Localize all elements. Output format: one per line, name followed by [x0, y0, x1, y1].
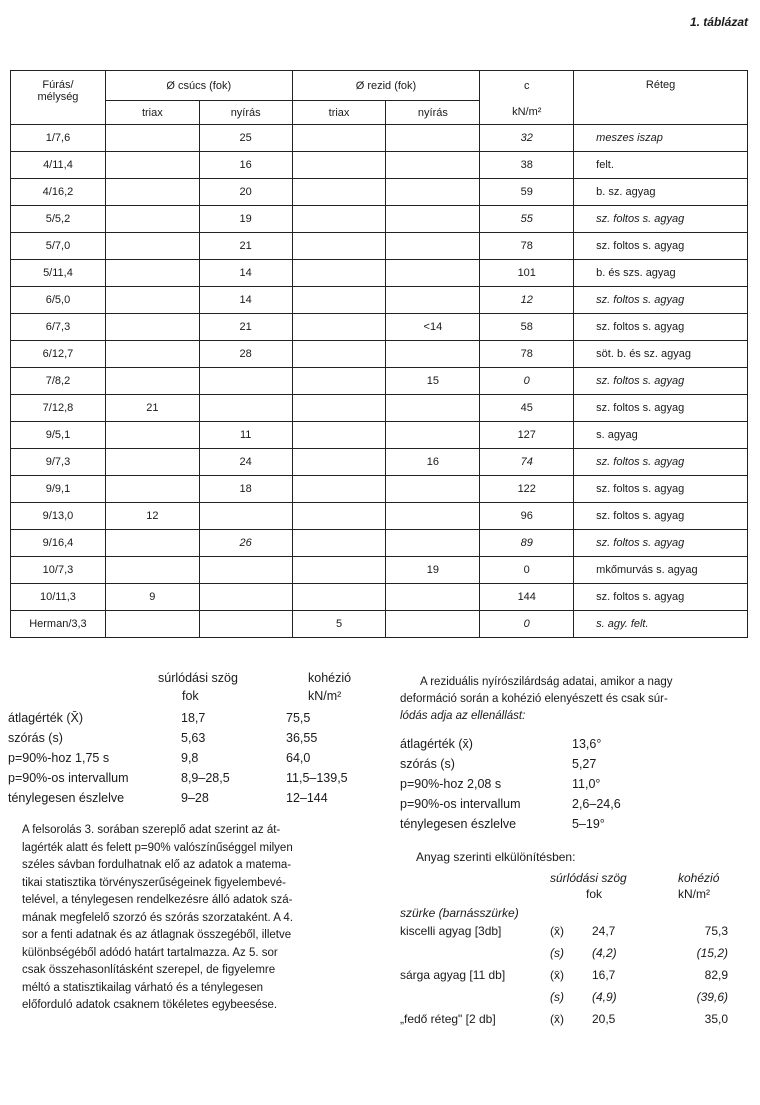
stats-value: 11,0° — [572, 777, 601, 791]
table-row — [11, 125, 748, 152]
header-csucs-triax: triax — [105, 101, 199, 125]
stats-value-koh: 11,5–139,5 — [286, 771, 348, 785]
cell-rezid-triax — [292, 476, 386, 503]
intro-line: lódás adja az ellenállást: — [400, 710, 526, 722]
cell-id: Herman/3,3 — [11, 611, 106, 638]
material-symbol: (x̄) — [550, 924, 564, 938]
cell-rezid-triax — [292, 206, 386, 233]
cell-c: 144 — [480, 584, 574, 611]
table-row — [11, 395, 748, 422]
stats-value-koh: 64,0 — [286, 751, 311, 765]
stats-value-koh: 36,55 — [286, 731, 318, 745]
cell-id: 9/7,3 — [11, 449, 106, 476]
left-stats-header-unit: kN/m² — [308, 689, 342, 703]
material-symbol: (x̄) — [550, 968, 564, 982]
cell-reteg: sz. foltos s. agyag — [574, 314, 748, 341]
cell-reteg: sz. foltos s. agyag — [574, 233, 748, 260]
cell-c: 12 — [480, 287, 574, 314]
cell-reteg: sz. foltos s. agyag — [574, 503, 748, 530]
cell-csucs-nyiras — [199, 584, 292, 611]
para-line: lagérték alatt és felett p=90% valószínűséggel milyen — [22, 841, 293, 854]
cell-id: 9/13,0 — [11, 503, 106, 530]
cell-csucs-nyiras: 19 — [199, 206, 292, 233]
cell-reteg: söt. b. és sz. agyag — [574, 341, 748, 368]
material-value-surl: (4,2) — [592, 946, 617, 960]
cell-rezid-nyiras — [386, 476, 480, 503]
intro-line: deformáció során a kohézió elenyészett és csak súr- — [400, 693, 668, 705]
material-value-koh: (15,2) — [696, 946, 728, 960]
cell-id: 4/11,4 — [11, 152, 106, 179]
stats-label: ténylegesen észlelve — [400, 817, 517, 831]
stats-label: átlagérték (x̄) — [400, 737, 473, 751]
table-row — [11, 503, 748, 530]
cell-reteg: sz. foltos s. agyag — [574, 206, 748, 233]
stats-value-surl: 9,8 — [181, 751, 199, 765]
stats-label: p=90%-hoz 2,08 s — [400, 777, 502, 791]
stats-row — [400, 734, 720, 754]
header-rezid-nyiras: nyírás — [386, 101, 480, 125]
cell-rezid-nyiras — [386, 530, 480, 557]
cell-rezid-nyiras — [386, 125, 480, 152]
cell-reteg: s. agy. felt. — [574, 611, 748, 638]
material-value-koh: 35,0 — [704, 1012, 728, 1026]
cell-csucs-triax — [105, 476, 199, 503]
table-row — [11, 368, 748, 395]
cell-csucs-nyiras: 21 — [199, 233, 292, 260]
cell-reteg: mkőmurvás s. agyag — [574, 557, 748, 584]
table-row — [11, 611, 748, 638]
material-row — [400, 922, 750, 944]
material-row — [400, 944, 750, 966]
cell-csucs-triax — [105, 368, 199, 395]
cell-csucs-nyiras: 21 — [199, 314, 292, 341]
cell-id: 1/7,6 — [11, 125, 106, 152]
cell-id: 9/9,1 — [11, 476, 106, 503]
cell-reteg: s. agyag — [574, 422, 748, 449]
table-row — [11, 422, 748, 449]
cell-rezid-nyiras: 15 — [386, 368, 480, 395]
stats-value: 13,6° — [572, 737, 602, 751]
cell-rezid-triax — [292, 233, 386, 260]
header-csucs: Ø csúcs (fok) — [105, 71, 292, 101]
cell-csucs-triax — [105, 530, 199, 557]
cell-rezid-nyiras — [386, 395, 480, 422]
cell-reteg: sz. foltos s. agyag — [574, 368, 748, 395]
cell-reteg: b. sz. agyag — [574, 179, 748, 206]
cell-csucs-nyiras: 20 — [199, 179, 292, 206]
cell-c: 55 — [480, 206, 574, 233]
stats-row — [8, 768, 380, 788]
cell-rezid-triax — [292, 152, 386, 179]
para-line: A felsorolás 3. sorában szereplő adat szerint az át- — [22, 824, 281, 836]
stats-row — [400, 754, 720, 774]
cell-csucs-triax — [105, 557, 199, 584]
stats-label: ténylegesen észlelve — [8, 791, 125, 805]
material-group: szürke (barnásszürke) — [400, 906, 519, 920]
cell-csucs-triax — [105, 260, 199, 287]
table-caption: 1. táblázat — [689, 15, 748, 29]
table-row — [11, 206, 748, 233]
stats-label: p=90%-os intervallum — [400, 797, 521, 811]
material-value-koh: 82,9 — [704, 968, 728, 982]
cell-rezid-triax — [292, 314, 386, 341]
cell-rezid-triax — [292, 287, 386, 314]
material-header-koh: kohézió — [678, 871, 720, 885]
stats-label: p=90%-os intervallum — [8, 771, 129, 785]
cell-rezid-triax — [292, 125, 386, 152]
table-row — [11, 314, 748, 341]
cell-c: 96 — [480, 503, 574, 530]
cell-c: 78 — [480, 233, 574, 260]
material-label — [400, 944, 550, 966]
table-row — [11, 233, 748, 260]
left-stats — [8, 670, 380, 808]
stats-label: p=90%-hoz 1,75 s — [8, 751, 110, 765]
cell-csucs-nyiras: 25 — [199, 125, 292, 152]
cell-c: 58 — [480, 314, 574, 341]
cell-csucs-triax — [105, 206, 199, 233]
cell-csucs-nyiras: 26 — [199, 530, 292, 557]
table-row — [11, 530, 748, 557]
cell-reteg: meszes iszap — [574, 125, 748, 152]
cell-id: 5/5,2 — [11, 206, 106, 233]
cell-rezid-nyiras — [386, 287, 480, 314]
stats-value-surl: 8,9–28,5 — [181, 771, 230, 785]
cell-id: 5/11,4 — [11, 260, 106, 287]
data-table — [10, 70, 748, 638]
cell-c: 45 — [480, 395, 574, 422]
cell-rezid-triax — [292, 557, 386, 584]
material-label — [400, 988, 550, 1010]
cell-csucs-nyiras — [199, 368, 292, 395]
para-line: sor a fenti adatnak és az átlagnak összegéből, illetve — [22, 929, 292, 941]
material-label: kiscelli agyag [3db] — [400, 924, 502, 938]
para-line: tikai statisztika törvényszerűségeinek figyelembevé- — [22, 876, 286, 889]
cell-reteg: sz. foltos s. agyag — [574, 584, 748, 611]
stats-row — [8, 708, 380, 728]
stats-value-surl: 5,63 — [181, 731, 206, 745]
table-row — [11, 179, 748, 206]
cell-rezid-triax — [292, 530, 386, 557]
material-label: sárga agyag [11 db] — [400, 968, 506, 982]
cell-rezid-triax — [292, 260, 386, 287]
stats-label: átlagérték (X̄) — [8, 711, 84, 725]
cell-csucs-triax — [105, 341, 199, 368]
right-stats — [400, 734, 720, 834]
header-row-1 — [11, 71, 748, 101]
stats-row — [400, 774, 720, 794]
material-value-koh: (39,6) — [696, 990, 728, 1004]
cell-rezid-nyiras — [386, 206, 480, 233]
cell-csucs-triax — [105, 152, 199, 179]
cell-csucs-triax: 9 — [105, 584, 199, 611]
intro-line: A reziduális nyírószilárdság adatai, amikor a nagy — [420, 676, 673, 688]
cell-csucs-nyiras: 28 — [199, 341, 292, 368]
material-row — [400, 966, 750, 988]
material-value-surl: (4,9) — [592, 990, 617, 1004]
cell-id: 6/5,0 — [11, 287, 106, 314]
para-line: csak összehasonlításként szerepel, de figyelemre — [22, 964, 276, 976]
cell-csucs-triax — [105, 314, 199, 341]
cell-rezid-triax — [292, 584, 386, 611]
cell-c: 38 — [480, 152, 574, 179]
cell-rezid-nyiras: 16 — [386, 449, 480, 476]
cell-csucs-triax: 12 — [105, 503, 199, 530]
header-furas — [11, 71, 106, 125]
cell-csucs-triax — [105, 611, 199, 638]
cell-id: 7/12,8 — [11, 395, 106, 422]
cell-rezid-triax — [292, 395, 386, 422]
cell-id: 7/8,2 — [11, 368, 106, 395]
material-row — [400, 1010, 750, 1032]
para-line: méltó a statisztikailag várható és a ténylegesen — [22, 981, 263, 994]
material-row — [400, 988, 750, 1010]
cell-csucs-triax — [105, 125, 199, 152]
cell-csucs-triax — [105, 233, 199, 260]
cell-rezid-triax: 5 — [292, 611, 386, 638]
cell-id: 6/7,3 — [11, 314, 106, 341]
para-line: telével, a ténylegesen rendelkezésre álló adatok szá- — [22, 894, 293, 906]
para-line: mának megfelelő szorzó és szórás szorzataként. A 4. — [22, 911, 294, 924]
cell-id: 9/16,4 — [11, 530, 106, 557]
header-csucs-nyiras: nyírás — [199, 101, 292, 125]
table-body — [11, 125, 748, 638]
cell-csucs-triax: 21 — [105, 395, 199, 422]
cell-csucs-nyiras — [199, 503, 292, 530]
cell-c: 78 — [480, 341, 574, 368]
material-title: Anyag szerinti elkülönítésben: — [416, 850, 576, 864]
right-intro — [400, 674, 750, 725]
table-row — [11, 449, 748, 476]
cell-csucs-nyiras: 14 — [199, 260, 292, 287]
cell-rezid-nyiras — [386, 233, 480, 260]
cell-c: 0 — [480, 611, 574, 638]
header-c: c — [480, 71, 574, 101]
left-stats-header-fok: fok — [182, 689, 199, 703]
cell-csucs-triax — [105, 287, 199, 314]
cell-reteg: sz. foltos s. agyag — [574, 476, 748, 503]
material-symbol: (s) — [550, 946, 564, 960]
cell-rezid-triax — [292, 341, 386, 368]
cell-rezid-nyiras — [386, 179, 480, 206]
table-row — [11, 260, 748, 287]
cell-rezid-nyiras — [386, 152, 480, 179]
cell-csucs-nyiras — [199, 557, 292, 584]
cell-c: 0 — [480, 557, 574, 584]
stats-label: szórás (s) — [400, 757, 455, 771]
material-block — [400, 848, 750, 1032]
material-value-koh: 75,3 — [704, 924, 728, 938]
table-row — [11, 341, 748, 368]
cell-csucs-nyiras: 24 — [199, 449, 292, 476]
header-c-unit: kN/m² — [480, 101, 574, 125]
header-melyseg-label: mélység — [37, 91, 79, 103]
cell-csucs-nyiras: 14 — [199, 287, 292, 314]
cell-rezid-nyiras — [386, 422, 480, 449]
cell-csucs-nyiras: 11 — [199, 422, 292, 449]
cell-rezid-triax — [292, 422, 386, 449]
cell-reteg: sz. foltos s. agyag — [574, 449, 748, 476]
table-row — [11, 557, 748, 584]
material-header-surl: súrlódási szög — [550, 871, 627, 885]
cell-csucs-nyiras — [199, 395, 292, 422]
table-row — [11, 584, 748, 611]
stats-value: 5,27 — [572, 757, 597, 771]
para-line: széles sávban fordulhatnak elő az adatok a matema- — [22, 859, 292, 871]
cell-c: 59 — [480, 179, 574, 206]
cell-reteg: felt. — [574, 152, 748, 179]
header-furas-label: Fúrás/ — [42, 79, 74, 91]
cell-csucs-nyiras: 16 — [199, 152, 292, 179]
stats-row — [8, 748, 380, 768]
cell-rezid-nyiras — [386, 260, 480, 287]
cell-reteg: sz. foltos s. agyag — [574, 530, 748, 557]
header-rezid-triax: triax — [292, 101, 386, 125]
cell-reteg: sz. foltos s. agyag — [574, 395, 748, 422]
material-value-surl: 20,5 — [592, 1012, 616, 1026]
left-paragraph — [22, 822, 374, 1015]
cell-id: 10/7,3 — [11, 557, 106, 584]
cell-rezid-nyiras — [386, 503, 480, 530]
para-line: előforduló adatok csaknem tökéletes egybeesése. — [22, 999, 278, 1011]
left-stats-header-surl: súrlódási szög — [158, 671, 238, 685]
cell-rezid-triax — [292, 449, 386, 476]
stats-value-surl: 18,7 — [181, 711, 206, 725]
cell-id: 6/12,7 — [11, 341, 106, 368]
para-line: különbségéből adódó határt tartalmazza. Az 5. sor — [22, 946, 278, 959]
cell-c: 127 — [480, 422, 574, 449]
material-header-unit: kN/m² — [678, 887, 710, 901]
cell-rezid-nyiras — [386, 611, 480, 638]
stats-row — [8, 788, 380, 808]
left-stats-header-koh: kohézió — [308, 671, 352, 685]
cell-rezid-nyiras — [386, 341, 480, 368]
cell-c: 122 — [480, 476, 574, 503]
cell-c: 32 — [480, 125, 574, 152]
cell-csucs-triax — [105, 422, 199, 449]
header-reteg: Réteg — [574, 71, 748, 125]
cell-rezid-nyiras — [386, 584, 480, 611]
cell-csucs-nyiras — [199, 611, 292, 638]
cell-c: 0 — [480, 368, 574, 395]
material-symbol: (s) — [550, 990, 564, 1004]
material-value-surl: 24,7 — [592, 924, 616, 938]
cell-csucs-triax — [105, 449, 199, 476]
table-row — [11, 152, 748, 179]
cell-rezid-triax — [292, 179, 386, 206]
cell-id: 9/5,1 — [11, 422, 106, 449]
cell-reteg: sz. foltos s. agyag — [574, 287, 748, 314]
cell-rezid-nyiras: 19 — [386, 557, 480, 584]
table-row — [11, 476, 748, 503]
stats-value: 2,6–24,6 — [572, 797, 621, 811]
stats-row — [400, 814, 720, 834]
cell-id: 4/16,2 — [11, 179, 106, 206]
stats-value-koh: 75,5 — [286, 711, 311, 725]
stats-label: szórás (s) — [8, 731, 63, 745]
stats-row — [400, 794, 720, 814]
stats-value-surl: 9–28 — [181, 791, 209, 805]
cell-rezid-nyiras: <14 — [386, 314, 480, 341]
stats-value-koh: 12–144 — [286, 791, 328, 805]
cell-id: 5/7,0 — [11, 233, 106, 260]
material-header-fok: fok — [586, 887, 603, 901]
table-row — [11, 287, 748, 314]
material-label: „fedő réteg" [2 db] — [400, 1012, 496, 1026]
stats-value: 5–19° — [572, 817, 605, 831]
cell-c: 74 — [480, 449, 574, 476]
material-symbol: (x̄) — [550, 1012, 564, 1026]
cell-id: 10/11,3 — [11, 584, 106, 611]
cell-rezid-triax — [292, 368, 386, 395]
cell-csucs-nyiras: 18 — [199, 476, 292, 503]
cell-csucs-triax — [105, 179, 199, 206]
header-rezid: Ø rezid (fok) — [292, 71, 480, 101]
cell-rezid-triax — [292, 503, 386, 530]
material-value-surl: 16,7 — [592, 968, 616, 982]
cell-reteg: b. és szs. agyag — [574, 260, 748, 287]
cell-c: 101 — [480, 260, 574, 287]
stats-row — [8, 728, 380, 748]
cell-c: 89 — [480, 530, 574, 557]
